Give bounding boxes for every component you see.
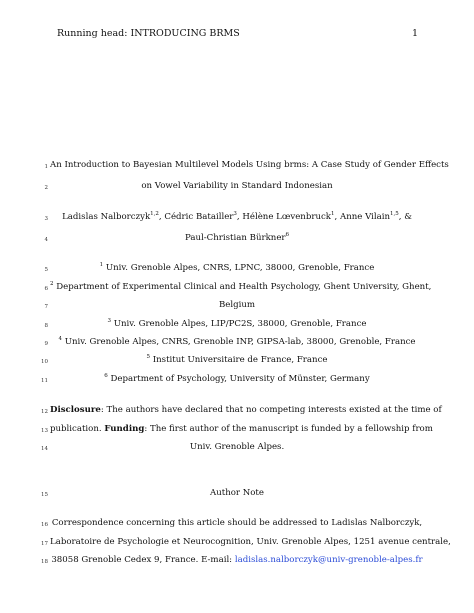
line-number: 16 <box>41 522 48 528</box>
author-affiliation-mark: 1 <box>331 211 335 218</box>
affiliation <box>50 281 432 292</box>
page-number: 1 <box>412 28 419 39</box>
title-line-2: on Vowel Variability in Standard Indonesian <box>141 181 333 191</box>
line-number: 11 <box>41 378 48 384</box>
author-name: Cédric Batailler <box>164 212 234 222</box>
line-number: 6 <box>44 286 48 292</box>
email-link[interactable]: ladislas.nalborczyk@univ-grenoble-alpes.fr <box>234 555 423 565</box>
affiliation <box>50 263 424 273</box>
affiliation-mark: 3 <box>107 318 112 325</box>
line-number: 14 <box>41 446 48 452</box>
author-list-line-2 <box>50 233 424 243</box>
line-number: 1 <box>44 164 48 170</box>
line-number: 15 <box>41 492 48 498</box>
title-line-1: An Introduction to Bayesian Multilevel Models Using brms: A Case Study of Gender Effects <box>50 160 449 170</box>
disclosure-line-2 <box>50 424 433 434</box>
disclosure-label: Disclosure <box>50 405 101 415</box>
affiliation <box>50 374 424 384</box>
line-number: 10 <box>41 359 48 365</box>
author-note-text: 38058 Grenoble Cedex 9, France. E-mail: <box>51 555 235 565</box>
disclosure-text: publication. <box>50 424 105 434</box>
author-name: Paul-Christian Bürkner <box>184 233 286 243</box>
author-note-line-3 <box>50 555 424 565</box>
line-number: 4 <box>44 237 48 243</box>
affiliation-text: Univ. Grenoble Alpes, CNRS, Grenoble INP, GIPSA-lab, 38000, Grenoble, France <box>64 337 416 347</box>
author-name: Hélène Lœvenbruck <box>242 212 332 222</box>
line-number: 2 <box>44 185 48 191</box>
affiliation-continued: Belgium <box>218 300 256 310</box>
running-head: Running head: INTRODUCING BRMS <box>57 28 240 39</box>
line-number: 8 <box>44 323 48 329</box>
affiliation-text: Univ. Grenoble Alpes, CNRS, LPNC, 38000, Grenoble, France <box>105 263 375 273</box>
author-list: Ladislas Nalborczyk$^{1,2}$, Cédric Batailler$^3$, Hélène Lœvenbruck$^1$, Anne Vilain$^{1,5}$, & <box>62 211 412 222</box>
disclosure-line-1 <box>50 405 442 415</box>
affiliation-text: Univ. Grenoble Alpes, LIP/PC2S, 38000, Grenoble, France <box>113 319 367 329</box>
affiliation-text: Department of Psychology, University of Münster, Germany <box>110 374 370 384</box>
author-affiliation-mark: 6 <box>285 232 290 239</box>
author-name: Ladislas Nalborczyk <box>62 212 151 222</box>
disclosure-text: : The authors have declared that no competing interests existed at the time of <box>100 405 442 415</box>
disclosure-line-3: Univ. Grenoble Alpes. <box>189 442 285 452</box>
affiliation-mark: 2 <box>50 281 54 288</box>
author-affiliation-mark: 1,2 <box>150 211 159 218</box>
affiliation-mark: 4 <box>58 336 62 343</box>
affiliation-mark: 5 <box>146 354 150 361</box>
affiliation <box>50 337 424 347</box>
affiliation-text: Department of Experimental Clinical and Health Psychology, Ghent University, Ghent, <box>56 282 432 292</box>
author-name: Anne Vilain <box>339 212 391 222</box>
line-number: 12 <box>41 409 48 415</box>
funding-label: Funding <box>104 424 145 434</box>
funding-text: : The first author of the manuscript is funded by a fellowship from <box>144 424 433 434</box>
line-number: 3 <box>44 216 48 222</box>
author-note-line-1: Correspondence concerning this article should be addressed to Ladislas Nalborczyk, <box>51 518 423 528</box>
affiliation <box>50 319 424 329</box>
line-number: 17 <box>41 541 48 547</box>
affiliation-mark: 6 <box>104 373 108 380</box>
line-number: 7 <box>44 304 48 310</box>
line-number: 5 <box>44 267 48 273</box>
affiliation <box>50 355 424 365</box>
line-number: 13 <box>41 428 48 434</box>
line-number: 18 <box>41 559 48 565</box>
author-note-heading: Author Note <box>210 488 264 498</box>
affiliation-text: Institut Universitaire de France, France <box>152 355 328 365</box>
author-note-line-2: Laboratoire de Psychologie et Neurocognition, Univ. Grenoble Alpes, 1251 avenue centrale, <box>50 537 451 547</box>
author-affiliation-mark: 1,5 <box>390 211 399 218</box>
line-number: 9 <box>44 341 48 347</box>
affiliation-mark: 1 <box>99 262 104 269</box>
author-affiliation-mark: 3 <box>233 211 237 218</box>
